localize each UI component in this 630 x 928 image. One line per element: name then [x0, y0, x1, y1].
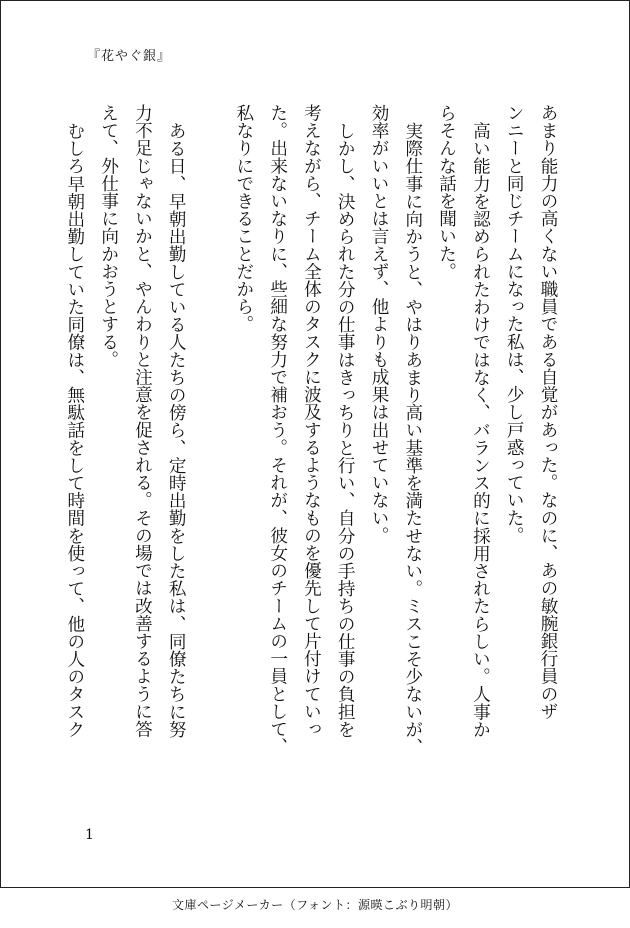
paragraph: しかし、決められた分の仕事はきっちりと行い、自分の手持ちの仕事の負担を 考えながら、チーム全体のタスクに波及するようなものを優先して片付けていっ た。出来ないなりに、些細な努力で補おう。それが、彼女のチームの一員として、 私なりにできることだから。	[233, 104, 356, 756]
blank-line	[192, 104, 226, 804]
paragraph: むしろ早朝出勤していた同僚は、無駄話をして時間を使って、他の人のタスク	[64, 121, 85, 738]
body-text	[57, 104, 564, 804]
page-number: 1	[85, 827, 94, 843]
paragraph: 高い能力を認められたわけではなく、バランス的に採用されたらしい。人事か らそんな話を聞いた。	[436, 104, 491, 738]
paragraph: あまり能力の高くない職員である自覚があった。なのに、あの敏腕銀行員のザ ンニーと同じチームになった私は、少し戸惑っていた。	[504, 104, 558, 720]
footer-credit: 文庫ページメーカー（フォント：源暎こぶり明朝）	[171, 898, 459, 912]
book-title: 『花やぐ銀』	[87, 49, 172, 64]
paragraph: ある日、早朝出勤している人たちの傍ら、定時出勤をした私は、同僚たちに努 力不足じゃないかと、やんわりと注意を促される。その場では改善するように答 えて、外仕事に向かおうとする。	[98, 104, 187, 738]
paragraph: 実際仕事に向かうと、やはりあまり高い基準を満たせない。ミスこそ少ないが、 効率がいいとは言えず、他よりも成果は出せていない。	[369, 104, 423, 756]
